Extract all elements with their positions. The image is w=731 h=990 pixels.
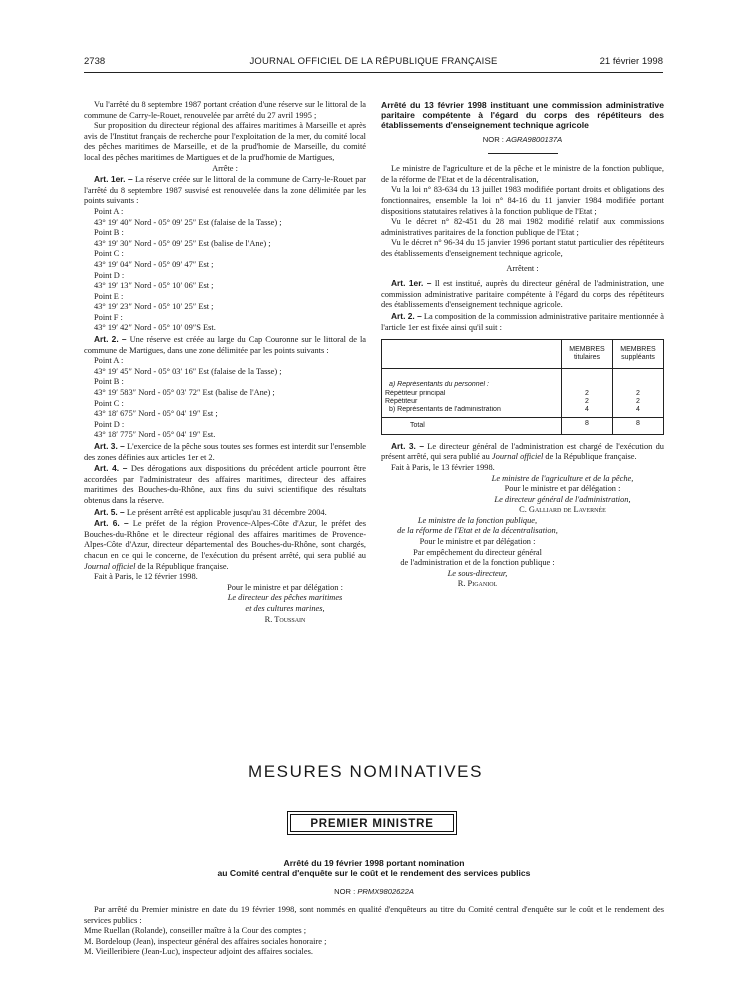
cell-value: 2 bbox=[636, 397, 640, 405]
cell-value: 2 bbox=[585, 389, 589, 397]
article-6-end: de la République française. bbox=[137, 561, 229, 571]
point-line: 43° 19′ 583″ Nord - 05° 03′ 72″ Est (balise de l'Ane) ; bbox=[94, 388, 275, 398]
signature-line: Pour le ministre et par délégation : bbox=[504, 484, 621, 494]
cell-value: 4 bbox=[585, 406, 589, 414]
article-5 bbox=[84, 507, 366, 519]
row-label: b) Représentants de l'administration bbox=[389, 406, 501, 414]
point-line: Point A : bbox=[94, 356, 124, 366]
article-4 bbox=[84, 463, 366, 506]
article-4-label: Art. 4. – bbox=[94, 463, 128, 474]
section-heading: MESURES NOMINATIVES bbox=[247, 762, 484, 781]
row-label: Répétiteur principal bbox=[385, 389, 446, 397]
column-header-line: MEMBRES bbox=[569, 345, 605, 353]
table-row bbox=[382, 369, 664, 418]
column-header-line: suppléants bbox=[621, 354, 655, 362]
preamble-visa: Vu le décret n° 96-34 du 15 janvier 1996 portant statut particulier des répétiteurs des établissements d'enseignement technique agricole, bbox=[381, 238, 664, 258]
point-line: 43° 18′ 675″ Nord - 05° 04′ 19″ Est ; bbox=[94, 409, 218, 419]
column-header-suppleants bbox=[613, 340, 664, 369]
article-3-label: Art. 3. – bbox=[94, 441, 125, 451]
journal-officiel-ref: Journal officiel bbox=[84, 561, 136, 571]
composition-table bbox=[381, 339, 664, 435]
header-rule bbox=[84, 72, 663, 73]
page-header bbox=[84, 56, 663, 70]
signature-fonction-publique bbox=[381, 516, 664, 590]
article-3-text: Le directeur général de l'administration est chargé de l'exécution du présent arrêté, qui sera publié au bbox=[381, 441, 664, 462]
arretent-heading: Arrêtent : bbox=[506, 263, 539, 273]
title-separator bbox=[488, 153, 558, 154]
signature-line: Le ministre de la fonction publique, bbox=[417, 515, 538, 525]
nomination-paragraph: Par arrêté du Premier ministre en date du 19 février 1998, sont nommés en qualité d'enquêteurs au titre du Comité central d'enquête sur le coût et le rendement des services publics : bbox=[84, 905, 664, 925]
nor-reference bbox=[381, 135, 664, 146]
table-cell-labels bbox=[382, 369, 562, 418]
signature-line: Le directeur général de l'administration, bbox=[494, 494, 631, 504]
article-6-label: Art. 6. – bbox=[94, 518, 129, 529]
ministry-label: PREMIER MINISTRE bbox=[290, 814, 454, 832]
article-2 bbox=[381, 311, 664, 333]
point-line: 43° 19′ 13″ Nord - 05° 10′ 06″ Est ; bbox=[94, 281, 214, 291]
point-line: Point A : bbox=[94, 206, 124, 216]
total-titulaires: 8 bbox=[562, 417, 613, 434]
signature-line: Par empêchement du directeur général bbox=[413, 547, 542, 557]
point-line: Point B : bbox=[94, 228, 124, 238]
point-line: 43° 19′ 30″ Nord - 05° 09′ 25″ Est (balise de l'Ane) ; bbox=[94, 238, 271, 248]
point-line: Point C : bbox=[94, 398, 124, 408]
signatory-name: C. Galliard de Lavernée bbox=[519, 505, 606, 515]
article-5-text: Le présent arrêté est applicable jusqu'au 31 décembre 2004. bbox=[126, 507, 327, 517]
article-3-text: L'exercice de la pêche sous toutes ses formes est interdit sur l'ensemble des zones définies aux articles 1er et 2. bbox=[84, 442, 366, 462]
article-2-points bbox=[84, 356, 366, 441]
cell-value bbox=[616, 381, 660, 389]
column-header-line: MEMBRES bbox=[620, 345, 656, 353]
right-column bbox=[381, 100, 664, 590]
article-1-label: Art. 1er. – bbox=[94, 174, 133, 185]
point-line: Point D : bbox=[94, 419, 125, 429]
cell-value: 4 bbox=[636, 406, 640, 414]
article-5-label: Art. 5. – bbox=[94, 506, 125, 517]
title-line: au Comité central d'enquête sur le coût et le rendement des services publics bbox=[217, 868, 531, 879]
table-header-row bbox=[382, 340, 664, 369]
article-6 bbox=[84, 518, 366, 572]
signature-line: Pour le ministre et par délégation : bbox=[227, 582, 343, 592]
total-suppleants: 8 bbox=[613, 417, 664, 434]
total-label: Total bbox=[382, 417, 562, 434]
cell-value: 2 bbox=[636, 389, 640, 397]
left-column bbox=[84, 100, 366, 625]
signature-line: Le ministre de l'agriculture et de la pêche, bbox=[491, 473, 634, 483]
signature-line: Pour le ministre et par délégation : bbox=[419, 537, 536, 547]
preamble-ministers: Le ministre de l'agriculture et de la pêche et le ministre de la fonction publique, de la réforme de l'Etat et de la décentralisation, bbox=[381, 164, 664, 184]
table-cell-suppleants bbox=[613, 369, 664, 418]
signature-line: de la réforme de l'Etat et de la décentralisation, bbox=[397, 526, 558, 536]
article-3 bbox=[84, 441, 366, 463]
article-2-text: Une réserve est créée au large du Cap Couronne sur le littoral de la commune de Martigues, dans une zone délimitée par les points suivants : bbox=[84, 335, 366, 355]
point-line: 43° 18′ 775″ Nord - 05° 04′ 19″ Est. bbox=[94, 430, 216, 440]
point-line: Point C : bbox=[94, 249, 124, 259]
point-line: 43° 19′ 45″ Nord - 05° 03′ 16″ Est (falaise de la Tasse) ; bbox=[94, 366, 282, 376]
nomination-title bbox=[84, 858, 664, 879]
point-line: Point B : bbox=[94, 377, 124, 387]
point-line: Point D : bbox=[94, 270, 125, 280]
article-1 bbox=[381, 278, 664, 311]
point-line: Point F : bbox=[94, 312, 123, 322]
point-line: Point E : bbox=[94, 291, 124, 301]
article-2-label: Art. 2. – bbox=[94, 334, 127, 345]
article-3-label: Art. 3. – bbox=[391, 440, 425, 451]
nor-code: PRMX9802622A bbox=[357, 887, 414, 896]
signatory-name: R. Piganiol bbox=[457, 579, 498, 589]
list-item: M. Vieilleribiere (Jean-Luc), inspecteur adjoint des affaires sociales. bbox=[84, 947, 313, 957]
signature-line: de l'administration et de la fonction publique : bbox=[400, 558, 555, 568]
list-item: M. Bordeloup (Jean), inspecteur général des affaires sociales honoraire ; bbox=[84, 936, 327, 946]
nomination-nor bbox=[84, 887, 664, 896]
column-header-line: titulaires bbox=[573, 354, 601, 362]
article-1-text: La réserve créée sur le littoral de la commune de Carry-le-Rouet par l'arrêté du 8 septembre 1987 susvisé est renouvelée dans la zone délimitée par les points suivants : bbox=[84, 175, 366, 206]
preamble-visa: Vu le décret n° 82-451 du 28 mai 1982 modifié relatif aux commissions administratives paritaires de la fonction publique de l'Etat ; bbox=[381, 217, 664, 237]
signature-line: Le sous-directeur, bbox=[447, 568, 508, 578]
point-line: 43° 19′ 04″ Nord - 05° 09′ 47″ Est ; bbox=[94, 259, 214, 269]
page-number: 2738 bbox=[84, 56, 106, 67]
title-line: Arrêté du 19 février 1998 portant nomination bbox=[283, 858, 465, 868]
table-cell-titulaires bbox=[562, 369, 613, 418]
issue-date: 21 février 1998 bbox=[599, 56, 663, 67]
article-2 bbox=[84, 334, 366, 356]
preamble-visa: Vu la loi n° 83-634 du 13 juillet 1983 modifiée portant droits et obligations des fonctionnaires, ensemble la loi n° 84-16 du 11 janvier 1984 modifiée portant dispositions statutaires relatives à la fonction publique de l'Etat ; bbox=[381, 185, 664, 216]
article-2-label: Art. 2. – bbox=[391, 310, 422, 321]
list-item: Mme Ruellan (Rolande), conseiller maître à la Cour des comptes ; bbox=[84, 926, 307, 936]
point-line: 43° 19′ 42″ Nord - 05° 10′ 09″S Est. bbox=[94, 323, 216, 333]
nor-label: NOR : bbox=[482, 134, 504, 144]
nomination-body bbox=[84, 905, 664, 958]
signature-agriculture bbox=[381, 474, 664, 516]
column-header-titulaires bbox=[562, 340, 613, 369]
ministry-box bbox=[287, 811, 457, 835]
nominee-list bbox=[84, 926, 664, 958]
fait-a-paris: Fait à Paris, le 13 février 1998. bbox=[391, 462, 495, 472]
article-3 bbox=[381, 441, 664, 463]
point-line: 43° 19′ 40″ Nord - 05° 09′ 25″ Est (falaise de la Tasse) ; bbox=[94, 217, 282, 227]
article-6-text: Le préfet de la région Provence-Alpes-Côte d'Azur, le préfet des Bouches-du-Rhône et le directeur régional des affaires maritimes de Provence-Alpes-Côte d'Azur, directeur départemental des Bouches-du-Rhône, sont chargés, chacun en ce qui le concerne, de l'exécution du présent arrêté, qui sera publié au bbox=[84, 519, 366, 560]
cell-value bbox=[565, 381, 609, 389]
journal-officiel-ref: Journal officiel bbox=[491, 452, 544, 462]
journal-title: JOURNAL OFFICIEL DE LA RÉPUBLIQUE FRANÇAISE bbox=[249, 56, 498, 67]
row-label: Répétiteur bbox=[385, 397, 418, 405]
article-1 bbox=[84, 174, 366, 207]
arrete-title: Arrêté du 13 février 1998 instituant une commission administrative paritaire compétente à l'égard du corps des répétiteurs des établissements d'enseignement technique agricole bbox=[381, 100, 664, 131]
left-signature bbox=[84, 583, 366, 625]
article-1-text: Il est institué, auprès du directeur général de l'administration, une commission administrative paritaire compétente à l'égard du corps des répétiteurs des établissements d'enseignement technique agricole. bbox=[381, 279, 664, 310]
table-header-blank bbox=[382, 340, 562, 369]
visa-paragraph: Vu l'arrêté du 8 septembre 1987 portant création d'une réserve sur le littoral de la commune de Carry-le-Rouet, renouvelée par arrêté du 27 avril 1995 ; bbox=[84, 100, 366, 120]
point-line: 43° 19′ 23″ Nord - 05° 10′ 25″ Est ; bbox=[94, 302, 214, 312]
article-4-text: Des dérogations aux dispositions du précédent article pourront être accordées par l'administrateur des affaires maritimes, directeur des affaires maritimes des Bouches-du-Rhône, aux fins du suivi scientifique des résultats obtenus dans la réserve. bbox=[84, 464, 367, 505]
signature-line: et des cultures marines, bbox=[245, 603, 325, 613]
signatory-name: R. Toussain bbox=[264, 614, 306, 624]
article-2-text: La composition de la commission administrative paritaire mentionnée à l'article 1er est fixée ainsi qu'il suit : bbox=[381, 311, 664, 332]
cell-value: 2 bbox=[585, 397, 589, 405]
article-1-points bbox=[84, 207, 366, 334]
nor-code: AGRA9800137A bbox=[506, 134, 563, 144]
table-total-row bbox=[382, 417, 664, 434]
signature-line: Le directeur des pêches maritimes bbox=[227, 593, 343, 603]
article-1-label: Art. 1er. – bbox=[391, 278, 432, 289]
row-label: a) Représentants du personnel : bbox=[389, 381, 490, 389]
nor-label: NOR : bbox=[334, 887, 356, 896]
fait-a-paris: Fait à Paris, le 12 février 1998. bbox=[94, 572, 198, 582]
arrete-heading: Arrête : bbox=[212, 163, 238, 173]
proposal-paragraph: Sur proposition du directeur régional des affaires maritimes à Marseille et après avis de l'Institut français de recherche pour l'exploitation de la mer, du comité local des pêches maritimes de Marseille, et de la prud'homie de Marseille, du comité local des pêches maritimes de Martigues et de la prud'homie de Martigues, bbox=[84, 121, 366, 162]
article-3-end: de la République française. bbox=[545, 452, 637, 462]
